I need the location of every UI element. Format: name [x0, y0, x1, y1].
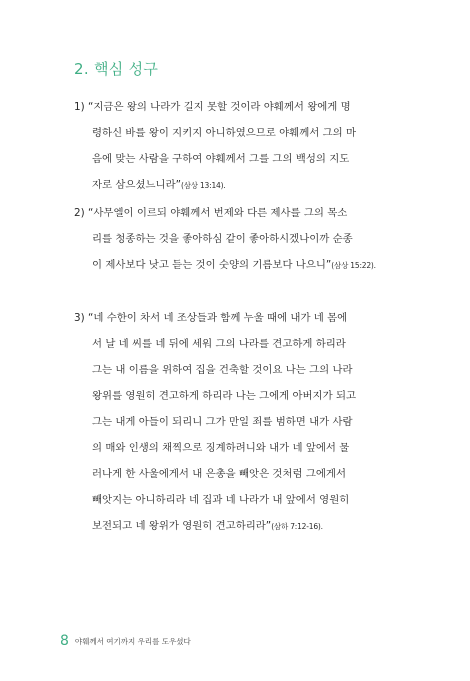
- scripture-line: 왕위를 영원히 견고하게 하리라 나는 그에게 아버지가 되고: [92, 390, 357, 402]
- scripture-line: 보전되고 네 왕위가 영원히 견고하리라”(삼하 7:12-16).: [92, 520, 323, 532]
- scripture-line: 러나게 한 사울에게서 내 은총을 빼앗은 것처럼 그에게서: [92, 468, 346, 480]
- scripture-item-3: [74, 305, 404, 539]
- scripture-line: 1) “지금은 왕의 나라가 길지 못할 것이라 야훼께서 왕에게 명: [74, 101, 351, 113]
- scripture-reference: (삼하 7:12-16).: [271, 522, 323, 531]
- page-footer: [60, 633, 191, 649]
- scripture-reference: (삼상 15:22).: [331, 261, 376, 270]
- scripture-line: 리를 청종하는 것을 좋아하심 같이 좋아하시겠나이까 순종: [92, 233, 353, 245]
- section-heading: 2. 핵심 성구: [74, 60, 159, 78]
- item-number: 3): [74, 312, 85, 324]
- book-title: 야훼께서 여기까지 우리를 도우셨다: [74, 636, 191, 646]
- item-number: 2): [74, 207, 85, 219]
- scripture-line: 3) “네 수한이 차서 네 조상들과 함께 누울 때에 내가 네 몸에: [74, 312, 348, 324]
- scripture-line: 령하신 바를 왕이 지키지 아니하였으므로 야훼께서 그의 마: [92, 127, 357, 139]
- item-number: 1): [74, 101, 85, 113]
- scripture-line: 서 날 네 씨를 네 뒤에 세워 그의 나라를 견고하게 하리라: [92, 338, 346, 350]
- scripture-line: 빼앗지는 아니하리라 네 집과 네 나라가 내 앞에서 영원히: [92, 494, 350, 506]
- scripture-line: 그는 내 이름을 위하여 집을 건축할 것이요 나는 그의 나라: [92, 364, 353, 376]
- scripture-line: 그는 내게 아들이 되리니 그가 만일 죄를 범하면 내가 사람: [92, 416, 353, 428]
- page-number: 8: [60, 633, 69, 649]
- scripture-line: 자로 삼으셨느니라”(삼상 13:14).: [92, 179, 226, 191]
- scripture-line: 2) “사무엘이 이르되 야훼께서 번제와 다른 제사를 그의 목소: [74, 207, 348, 219]
- scripture-line: 음에 맞는 사람을 구하여 야훼께서 그를 그의 백성의 지도: [92, 153, 350, 165]
- scripture-line: 의 매와 인생의 채찍으로 징계하려니와 내가 네 앞에서 물: [92, 442, 350, 454]
- scripture-item-1: [74, 94, 404, 198]
- scripture-reference: (삼상 13:14).: [180, 181, 226, 190]
- scripture-line: 이 제사보다 낫고 듣는 것이 숫양의 기름보다 나으니”(삼상 15:22).: [92, 259, 376, 271]
- scripture-item-2: [74, 200, 404, 278]
